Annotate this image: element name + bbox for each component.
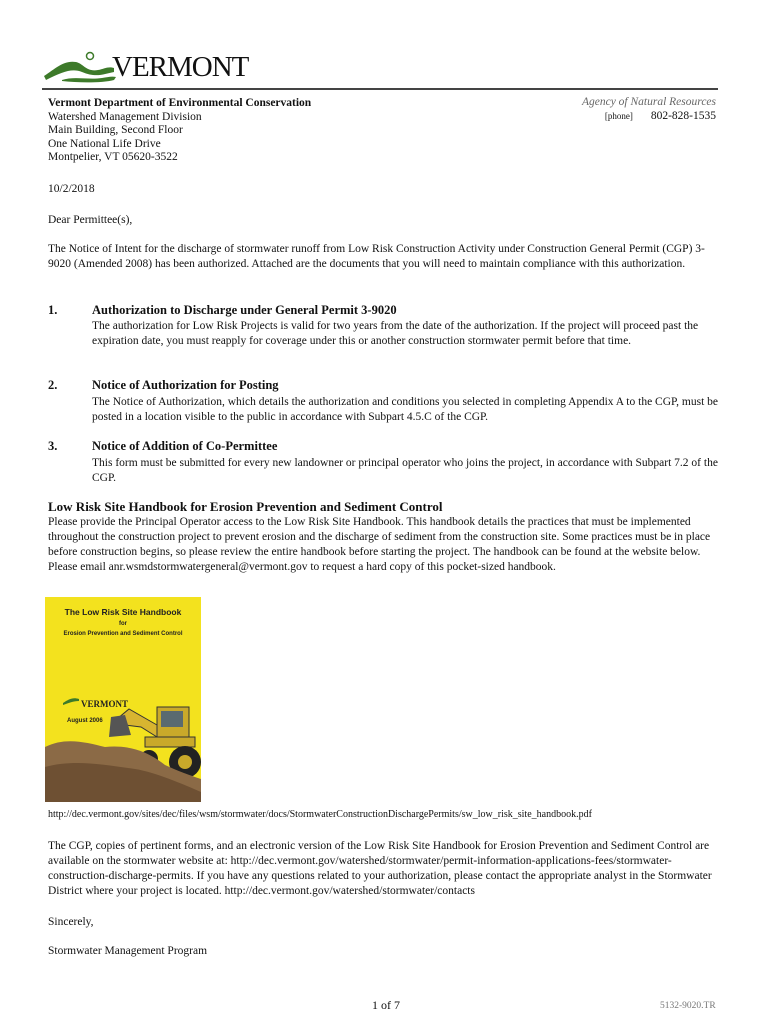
handbook-paragraph: Please provide the Principal Operator access to the Low Risk Site Handbook. This handbook details the practices that must be implemented throughout the construction project to prevent erosion and the discharge of sediment from the construction site. Some practices must be in place before construction begins, so please review the entire handbook before starting the project. The handbook can be found at the website below. Please email anr.wsmdstormwatergeneral@vermont.gov to request a hard copy of this pocket-sized handbook. <box>48 516 711 573</box>
intro-paragraph: The Notice of Intent for the discharge of stormwater runoff from Low Risk Construction Activity under Construction General Permit (CGP) 3-9020 (Amended 2008) has been authorized. Attached are the documents that you will need to maintain compliance with this authorization. <box>48 243 705 270</box>
division-name: Watershed Management Division <box>48 110 202 123</box>
section-number: 1. <box>48 303 58 317</box>
handbook-cover-art <box>45 597 201 802</box>
address-line: Montpelier, VT 05620-3522 <box>48 151 178 163</box>
cover-logo: VERMONT <box>81 699 128 709</box>
section-heading: Authorization to Discharge under General Permit 3-9020 <box>92 303 397 317</box>
signature: Stormwater Management Program <box>48 945 208 957</box>
section-body: The authorization for Low Risk Projects is valid for two years from the date of the authorization. If the project will proceed past the expiration date, you must reapply for coverage under this or another construction stormwater permit before that time. <box>92 320 699 347</box>
handbook-cover-image <box>45 597 201 802</box>
section-number: 2. <box>48 378 58 392</box>
cover-title-2: for <box>119 621 127 627</box>
cover-title-3: Erosion Prevention and Sediment Control <box>63 631 183 637</box>
address-line: One National Life Drive <box>48 137 161 150</box>
cover-title-1: The Low Risk Site Handbook <box>64 607 182 617</box>
logo-wordmark: VERMONT <box>112 51 249 83</box>
header-divider <box>42 88 718 90</box>
address-line: Main Building, Second Floor <box>48 124 183 136</box>
sign-off: Sincerely, <box>48 916 94 928</box>
form-code: 5132-9020.TR <box>660 1001 716 1011</box>
agency-name: Agency of Natural Resources <box>581 96 716 108</box>
handbook-heading: Low Risk Site Handbook for Erosion Prevention and Sediment Control <box>48 499 443 514</box>
phone-label: [phone] <box>604 110 633 121</box>
cover-date: August 2006 <box>67 718 103 724</box>
department-name: Vermont Department of Environmental Conservation <box>48 97 312 109</box>
salutation: Dear Permittee(s), <box>48 214 133 226</box>
letter-date: 10/2/2018 <box>48 183 95 195</box>
section-body: The Notice of Authorization, which details the authorization and conditions you selected in completing Appendix A to the CGP, must be posted in a location visible to the public in accordance with Subpart 4.5.C of the CGP. <box>92 396 718 423</box>
section-body: This form must be submitted for every new landowner or principal operator who joins the project, in accordance with Subpart 7.2 of the CGP. <box>92 457 718 484</box>
phone-number: 802-828-1535 <box>650 109 716 122</box>
closing-paragraph: The CGP, copies of pertinent forms, and an electronic version of the Low Risk Site Handbook for Erosion Prevention and Sediment Control are available on the stormwater website at: http://dec.vermont.gov/watershed/stormwater/permit-information-applications-fees/stormwater-construction-discharge-permits. If you have any questions related to your authorization, please contact the appropriate analyst in the Stormwater District where your project is located. http://dec.vermont.gov/watershed/stormwater/contacts <box>48 840 712 897</box>
department-address <box>48 97 311 165</box>
section-number: 3. <box>48 439 58 453</box>
handbook-url-link[interactable]: http://dec.vermont.gov/sites/dec/files/wsm/stormwater/docs/StormwaterConstructionDischargePermits/sw_low_risk_site_handbook.pdf <box>48 809 592 820</box>
agency-block <box>582 96 716 123</box>
section-heading: Notice of Authorization for Posting <box>92 378 279 392</box>
section-heading: Notice of Addition of Co-Permittee <box>92 439 278 453</box>
page-number: 1 of 7 <box>372 998 400 1012</box>
